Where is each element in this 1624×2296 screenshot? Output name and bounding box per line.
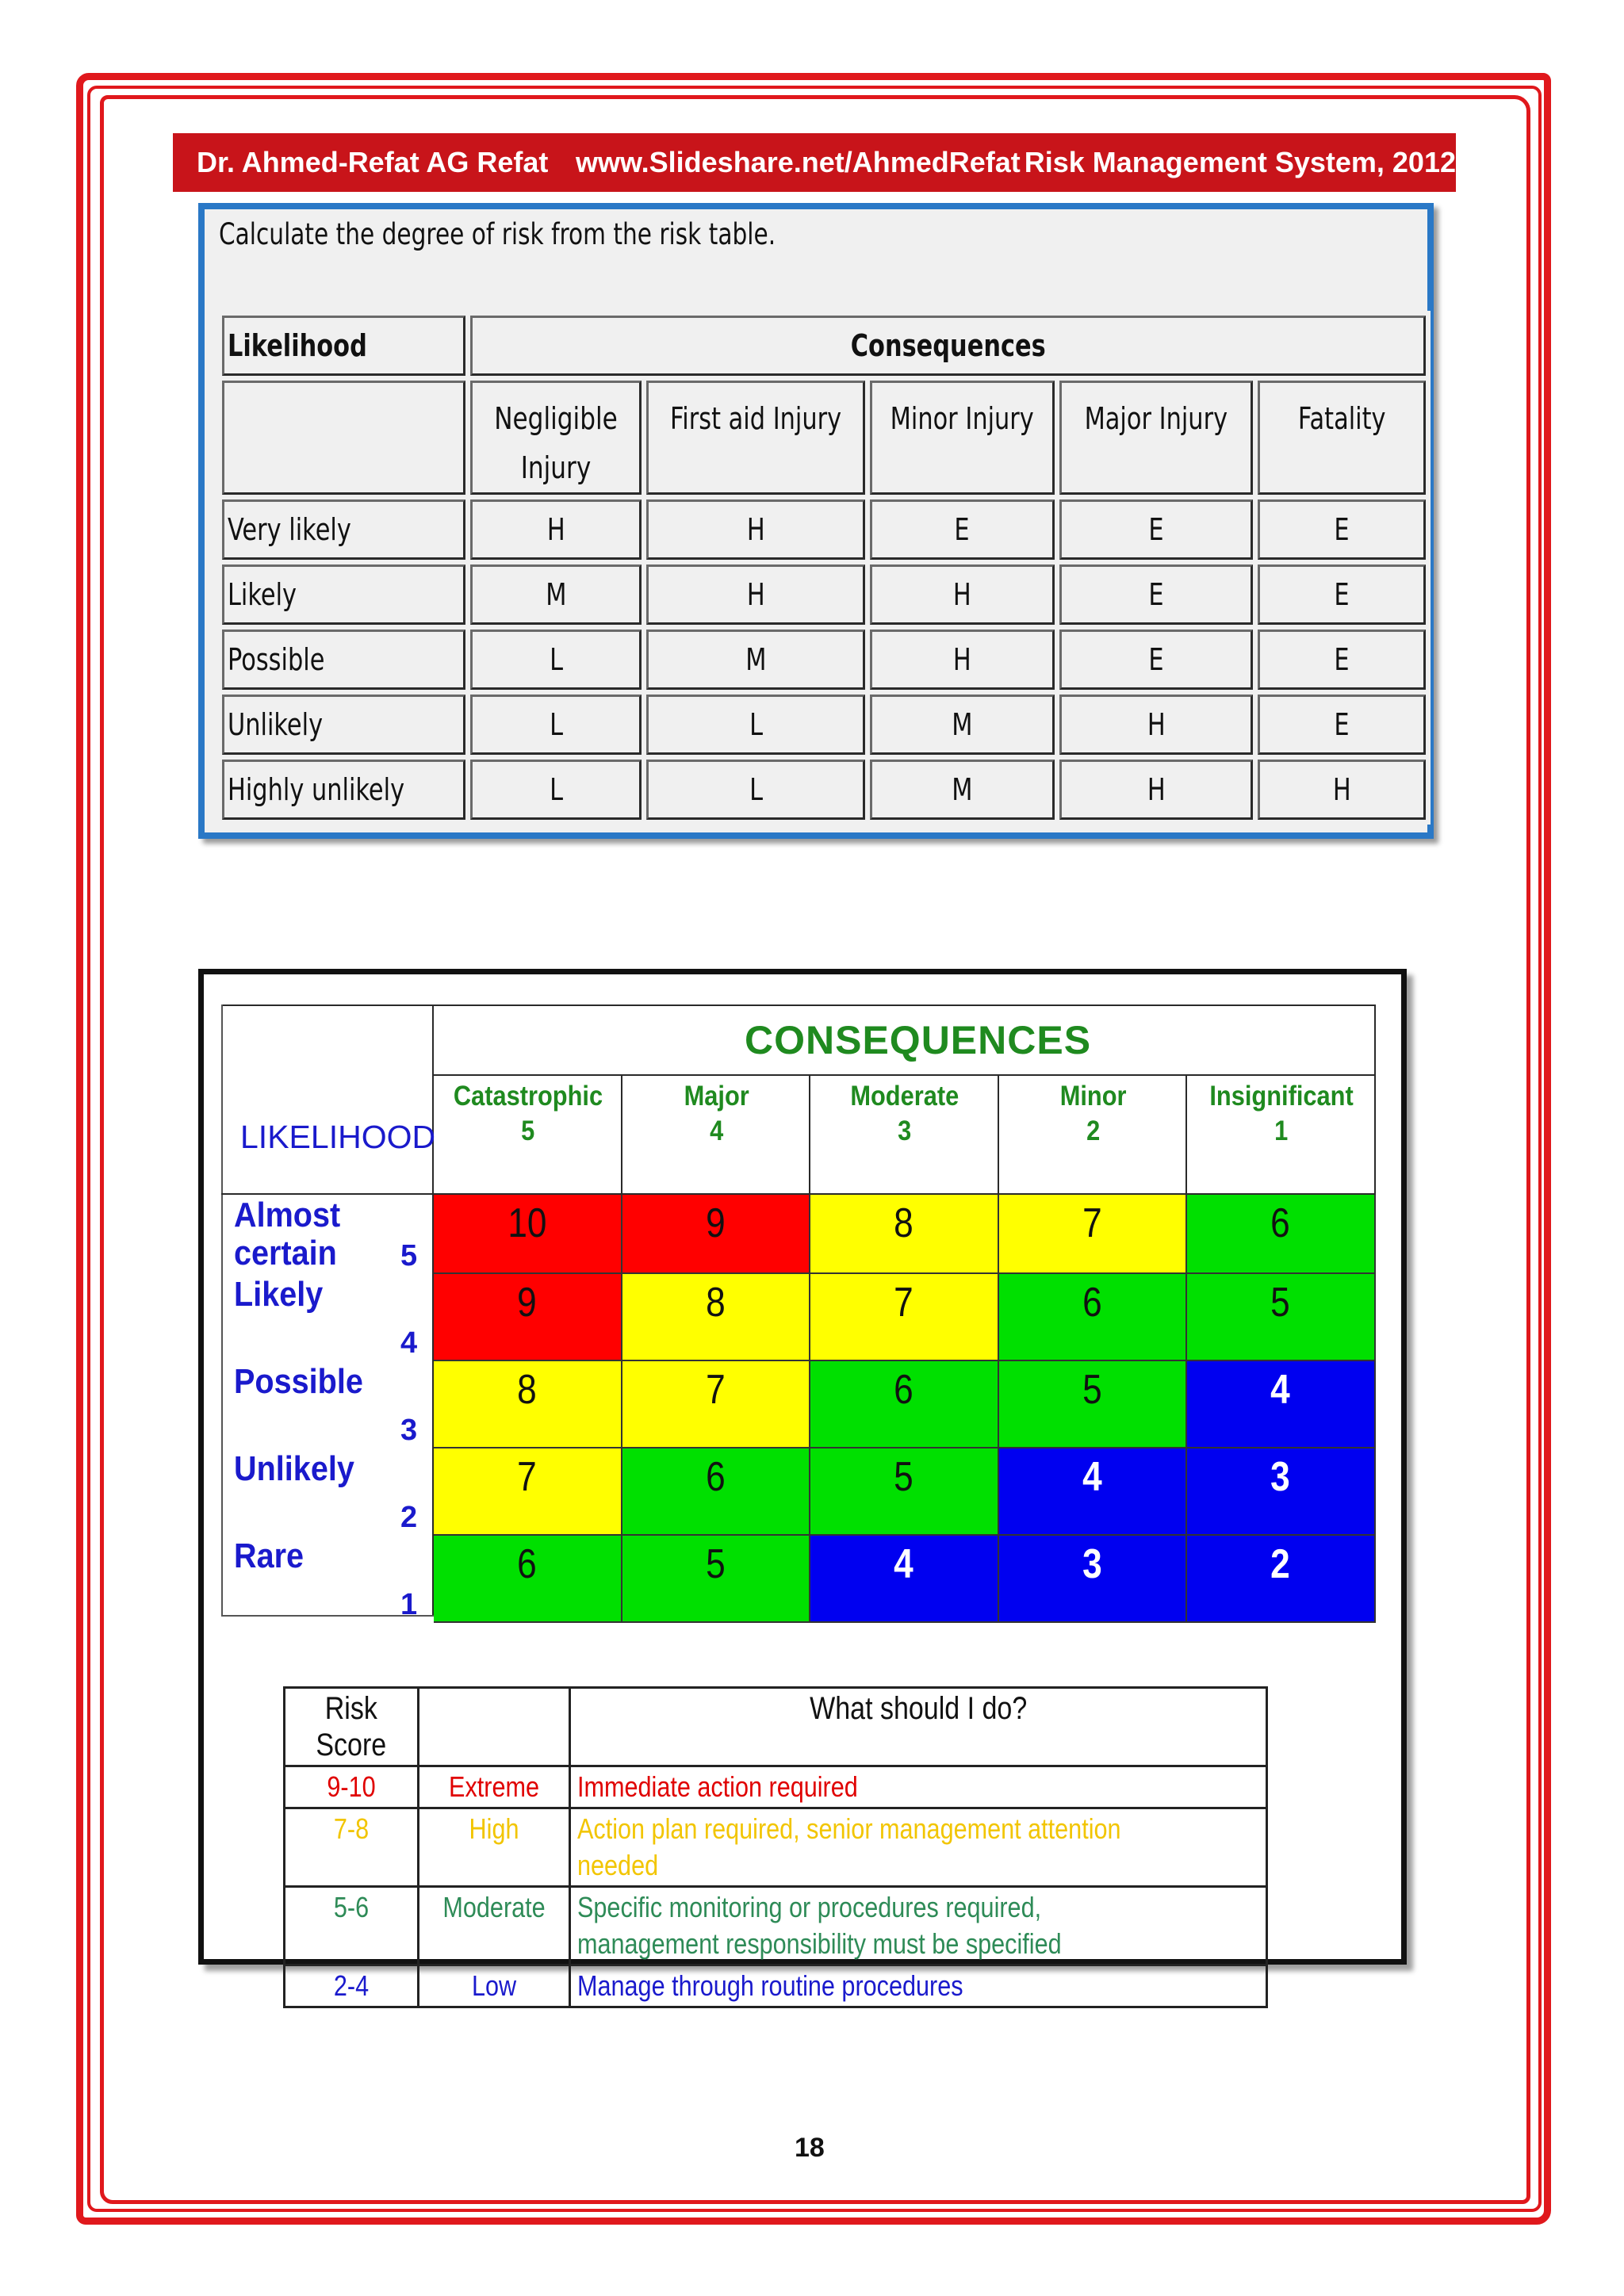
matrix-cell: 6 bbox=[434, 1536, 622, 1623]
table-cell: H bbox=[646, 564, 865, 625]
matrix-cell: 7 bbox=[999, 1195, 1188, 1274]
header-author: Dr. Ahmed-Refat AG Refat bbox=[197, 146, 549, 178]
matrix-column-header bbox=[810, 1079, 999, 1149]
matrix-row-label: Almost certain bbox=[234, 1196, 341, 1272]
consequences-title: CONSEQUENCES bbox=[745, 1018, 1092, 1062]
risk-matrix-panel bbox=[198, 969, 1407, 2002]
table-cell: L bbox=[470, 760, 642, 820]
column-header: First aid Injury bbox=[646, 381, 865, 495]
matrix-column-name: Moderate bbox=[850, 1081, 959, 1112]
matrix-cell: 10 bbox=[434, 1195, 622, 1274]
legend-action: Action plan required, senior management attention needed bbox=[569, 1808, 1266, 1887]
matrix-cell: 6 bbox=[1187, 1195, 1376, 1274]
row-label: Unlikely bbox=[222, 695, 465, 755]
matrix-cell: 4 bbox=[810, 1536, 999, 1623]
empty-corner-cell bbox=[222, 381, 465, 495]
matrix-row-score: 5 bbox=[400, 1239, 418, 1272]
matrix-cell: 4 bbox=[999, 1448, 1188, 1536]
matrix-column-header bbox=[434, 1079, 622, 1149]
matrix-column-header bbox=[1187, 1079, 1376, 1149]
matrix-cell: 2 bbox=[1187, 1536, 1376, 1623]
matrix-column-score: 4 bbox=[709, 1115, 723, 1146]
legend-row bbox=[285, 1887, 1267, 1965]
table-cell: E bbox=[870, 499, 1054, 560]
table-cell: E bbox=[1258, 564, 1426, 625]
matrix-cell: 7 bbox=[810, 1274, 999, 1361]
matrix-column-name: Catastrophic bbox=[453, 1081, 603, 1112]
legend-score: 5-6 bbox=[285, 1887, 419, 1965]
table-row bbox=[222, 499, 1426, 560]
matrix-cell: 4 bbox=[1187, 1361, 1376, 1448]
table-cell: H bbox=[1059, 760, 1253, 820]
table-cell: H bbox=[1059, 695, 1253, 755]
table-cell: M bbox=[470, 564, 642, 625]
matrix-column-score: 3 bbox=[898, 1115, 912, 1146]
column-header: Fatality bbox=[1258, 381, 1426, 495]
legend-level: Extreme bbox=[418, 1766, 569, 1808]
risk-table-panel bbox=[198, 203, 1434, 839]
table-cell: E bbox=[1059, 564, 1253, 625]
risk-matrix bbox=[221, 1004, 1376, 1621]
matrix-cell: 5 bbox=[999, 1361, 1188, 1448]
consequences-header: Consequences bbox=[470, 316, 1426, 376]
matrix-row-label: Rare bbox=[234, 1536, 304, 1575]
table-cell: H bbox=[1258, 760, 1426, 820]
matrix-column-score: 1 bbox=[1274, 1115, 1289, 1146]
table-cell: M bbox=[646, 629, 865, 690]
table-cell: H bbox=[646, 499, 865, 560]
matrix-cell: 7 bbox=[434, 1448, 622, 1536]
table-cell: H bbox=[870, 564, 1054, 625]
matrix-column-name: Minor bbox=[1059, 1081, 1127, 1112]
matrix-cell: 5 bbox=[622, 1536, 811, 1623]
matrix-cell: 6 bbox=[999, 1274, 1188, 1361]
matrix-cell: 3 bbox=[999, 1536, 1188, 1623]
table-cell: L bbox=[646, 695, 865, 755]
table-cell: E bbox=[1258, 695, 1426, 755]
matrix-row-label: Unlikely bbox=[234, 1449, 354, 1488]
likelihood-header: Likelihood bbox=[222, 316, 465, 376]
legend-action: Immediate action required bbox=[569, 1766, 1266, 1808]
matrix-column-header bbox=[999, 1079, 1188, 1149]
legend-header-score: Risk Score bbox=[285, 1688, 419, 1766]
column-header: Major Injury bbox=[1059, 381, 1253, 495]
table-row bbox=[222, 760, 1426, 820]
table-cell: L bbox=[470, 629, 642, 690]
risk-table bbox=[217, 311, 1431, 825]
header-doc-title: Risk Management System, 2012 bbox=[1024, 146, 1456, 178]
matrix-cell: 9 bbox=[622, 1195, 811, 1274]
legend-score: 2-4 bbox=[285, 1965, 419, 2007]
consequence-columns-row bbox=[222, 381, 1426, 495]
table-cell: E bbox=[1059, 499, 1253, 560]
risk-score-legend bbox=[283, 1686, 1268, 2008]
legend-action: Specific monitoring or procedures required, management responsibility must be specified bbox=[569, 1887, 1266, 1965]
matrix-column-name: Insignificant bbox=[1209, 1081, 1354, 1112]
matrix-column-score: 2 bbox=[1086, 1115, 1100, 1146]
matrix-row-label: Possible bbox=[234, 1362, 363, 1401]
table-cell: M bbox=[870, 760, 1054, 820]
table-row bbox=[222, 564, 1426, 625]
matrix-column-name: Major bbox=[684, 1081, 749, 1112]
likelihood-title: LIKELIHOOD bbox=[240, 1119, 436, 1155]
row-label: Likely bbox=[222, 564, 465, 625]
column-header: Minor Injury bbox=[870, 381, 1054, 495]
legend-score: 7-8 bbox=[285, 1808, 419, 1887]
table-cell: H bbox=[870, 629, 1054, 690]
matrix-cell: 6 bbox=[810, 1361, 999, 1448]
page-header bbox=[173, 133, 1456, 192]
matrix-cell: 8 bbox=[810, 1195, 999, 1274]
row-label: Very likely bbox=[222, 499, 465, 560]
row-label: Possible bbox=[222, 629, 465, 690]
table-cell: E bbox=[1258, 629, 1426, 690]
table-row bbox=[222, 695, 1426, 755]
matrix-column-score: 5 bbox=[521, 1115, 535, 1146]
table-cell: M bbox=[870, 695, 1054, 755]
table-row bbox=[222, 629, 1426, 690]
table-cell: L bbox=[646, 760, 865, 820]
legend-level: Moderate bbox=[418, 1887, 569, 1965]
legend-row bbox=[285, 1965, 1267, 2007]
matrix-cell: 7 bbox=[622, 1361, 811, 1448]
matrix-cell: 6 bbox=[622, 1448, 811, 1536]
column-header: Negligible Injury bbox=[470, 381, 642, 495]
page-number: 18 bbox=[795, 2133, 825, 2163]
table-cell: L bbox=[470, 695, 642, 755]
matrix-cell: 8 bbox=[622, 1274, 811, 1361]
matrix-cell: 5 bbox=[1187, 1274, 1376, 1361]
matrix-cell: 3 bbox=[1187, 1448, 1376, 1536]
table-cell: H bbox=[470, 499, 642, 560]
matrix-row-score: 1 bbox=[400, 1588, 418, 1621]
matrix-column-header bbox=[622, 1079, 811, 1149]
matrix-cell: 9 bbox=[434, 1274, 622, 1361]
matrix-row-score: 3 bbox=[400, 1414, 418, 1447]
legend-row bbox=[285, 1808, 1267, 1887]
legend-level: Low bbox=[418, 1965, 569, 2007]
row-label: Highly unlikely bbox=[222, 760, 465, 820]
matrix-cell: 8 bbox=[434, 1361, 622, 1448]
table-cell: E bbox=[1258, 499, 1426, 560]
matrix-row-label: Likely bbox=[234, 1275, 324, 1314]
matrix-row-score: 2 bbox=[400, 1501, 418, 1534]
header-url: www.Slideshare.net/AhmedRefat bbox=[575, 146, 1021, 178]
legend-header-level bbox=[418, 1688, 569, 1766]
table-cell: E bbox=[1059, 629, 1253, 690]
matrix-row-score: 4 bbox=[400, 1326, 418, 1360]
risk-table-caption: Calculate the degree of risk from the risk table. bbox=[219, 217, 776, 251]
legend-action: Manage through routine procedures bbox=[569, 1965, 1266, 2007]
legend-row bbox=[285, 1766, 1267, 1808]
legend-header-action: What should I do? bbox=[569, 1688, 1266, 1766]
legend-score: 9-10 bbox=[285, 1766, 419, 1808]
legend-level: High bbox=[418, 1808, 569, 1887]
matrix-cell: 5 bbox=[810, 1448, 999, 1536]
